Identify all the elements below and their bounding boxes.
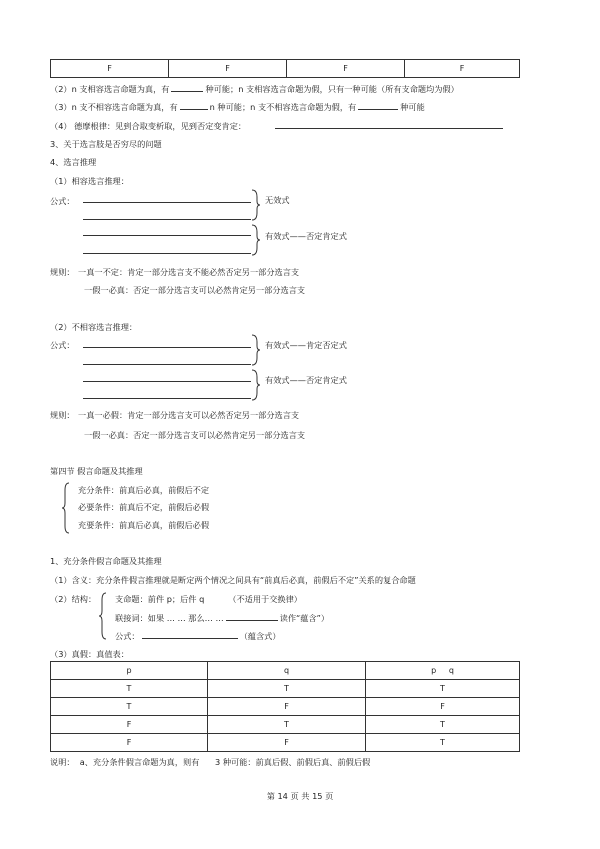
blank-line	[83, 219, 251, 220]
incompat-title: （2）不相容选言推理：	[50, 322, 138, 332]
brace-icon	[99, 592, 107, 640]
table-cell: F	[51, 716, 208, 734]
brace-icon	[251, 224, 261, 256]
table-cell: T	[366, 680, 520, 698]
table-cell: F	[287, 60, 405, 78]
incompat-formula-label: 公式：	[50, 340, 75, 350]
table-cell: T	[208, 716, 366, 734]
heading-4: 4、选言推理	[50, 157, 97, 167]
truth-table	[50, 661, 520, 752]
section4-title: 第四节 假言命题及其推理	[50, 466, 143, 476]
blank-line	[83, 235, 251, 236]
brace-icon	[251, 334, 261, 366]
incompat-brace1-text: 有效式——肯定否定式	[265, 340, 347, 350]
table-cell: F	[366, 698, 520, 716]
sub1-structure-label: （2）结构：	[50, 594, 97, 604]
condition-biconditional: 充要条件：前真后必真，前假后必假	[78, 520, 210, 530]
incompat-rule2: 一假一必真：否定一部分选言支可以必然肯定另一部分选言支	[84, 430, 306, 440]
table-cell: F	[51, 734, 208, 752]
table-cell: F	[51, 60, 169, 78]
compat-rule2: 一假一必真：否定一部分选言支可以必然肯定另一部分选言支	[84, 285, 306, 295]
table-cell: T	[366, 734, 520, 752]
brace-icon	[62, 482, 70, 534]
sub1-title: 1、充分条件假言命题及其推理	[50, 556, 162, 566]
compat-formula-label: 公式：	[50, 196, 75, 206]
sub1-meaning: （1）含义：充分条件假言推理就是断定两个情况之间具有“前真后必真，前假后不定”关系的复合命题	[50, 575, 416, 585]
table-cell: T	[51, 698, 208, 716]
heading-3: 3、关于选言肢是否穷尽的问题	[50, 139, 162, 149]
compat-rule-label: 规则：	[50, 267, 75, 277]
truth-header: p	[51, 662, 208, 680]
line-de-morgan: （4） 德摩根律：见到合取变析取，见到否定变肯定：	[50, 121, 247, 131]
compat-brace1-text: 无效式	[265, 195, 290, 205]
blank-line	[275, 128, 503, 129]
truth-header: q	[208, 662, 366, 680]
table-cell: F	[208, 734, 366, 752]
brace-icon	[251, 369, 261, 401]
table-cell: T	[51, 680, 208, 698]
sub1-structure-2: 联接词：如果 … … 那么… … 读作“蕴含”）	[115, 613, 330, 623]
sub1-truth-label: （3）真假：真值表：	[50, 649, 129, 659]
table-row	[51, 680, 520, 698]
condition-sufficient: 充分条件：前真后必真，前假后不定	[78, 485, 210, 495]
compat-rule1: 一真一不定：肯定一部分选言支不能必然否定另一部分选言支	[78, 267, 300, 277]
table-row	[51, 698, 520, 716]
sub1-note: 说明： a、充分条件假言命题为真，则有 3 种可能：前真后假、前假后真、前假后假	[50, 757, 371, 767]
blank-line	[83, 253, 251, 254]
table-cell: T	[366, 716, 520, 734]
line-incompatible-count: （3）n 支不相容选言命题为真，有 n 种可能；n 支不相容选言命题为假，有 种可能	[50, 102, 425, 112]
incompat-rule1: 一真一必假：肯定一部分选言支可以必然否定另一部分选言支	[78, 410, 300, 420]
top-table	[50, 59, 520, 78]
table-cell: F	[208, 698, 366, 716]
table-row	[51, 716, 520, 734]
blank-line	[83, 364, 251, 365]
incompat-brace2-text: 有效式——否定肯定式	[265, 375, 347, 385]
brace-icon	[251, 189, 261, 221]
blank-line	[83, 398, 251, 399]
compat-title: （1）相容选言推理：	[50, 176, 129, 186]
blank-line	[83, 202, 251, 203]
blank-line	[83, 381, 251, 382]
condition-necessary: 必要条件：前真后不定，前假后必假	[78, 502, 210, 512]
table-cell: F	[169, 60, 287, 78]
sub1-structure-1: 支命题：前件 p；后件 q （不适用于交换律）	[115, 594, 302, 604]
page-footer: 第 14 页 共 15 页	[266, 791, 334, 801]
table-cell: T	[208, 680, 366, 698]
blank-line	[83, 347, 251, 348]
sub1-structure-3: 公式： （蕴含式）	[115, 631, 281, 641]
truth-header: p q	[366, 662, 520, 680]
line-compatible-count: （2）n 支相容选言命题为真，有 种可能；n 支相容选言命题为假，只有一种可能（所有支命题均为假）	[50, 84, 459, 94]
incompat-rule-label: 规则：	[50, 410, 75, 420]
table-row	[51, 734, 520, 752]
compat-brace2-text: 有效式——否定肯定式	[265, 231, 347, 241]
table-cell: F	[405, 60, 520, 78]
